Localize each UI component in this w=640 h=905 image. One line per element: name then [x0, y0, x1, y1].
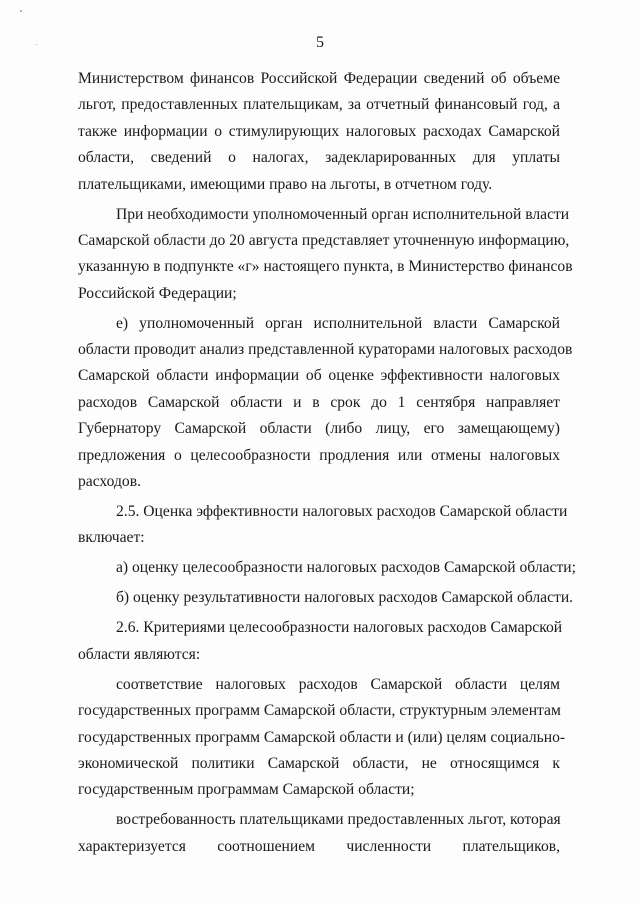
text-line: области проводит анализ представленной кураторами налоговых расходов	[78, 341, 573, 359]
paragraph	[78, 66, 560, 198]
paragraph	[78, 202, 573, 308]
text-line: государственных программ Самарской области, структурным элементам	[78, 702, 561, 720]
paragraph	[78, 807, 560, 860]
paragraph	[78, 585, 574, 611]
text-line: плательщиками, имеющими право на льготы, в отчетном году.	[78, 175, 493, 193]
text-line: области, сведений о налогах, задекларированных для уплаты	[78, 149, 560, 167]
text-line: указанную в подпункте «г» настоящего пункта, в Министерство финансов	[78, 258, 573, 276]
paragraph	[78, 311, 573, 496]
text-line: 2.5. Оценка эффективности налоговых расходов Самарской области	[116, 503, 568, 521]
text-line: расходов.	[78, 473, 141, 491]
scan-speck	[20, 10, 22, 12]
page-number: 5	[316, 34, 324, 51]
text-line: а) оценку целесообразности налоговых расходов Самарской области;	[116, 559, 576, 577]
paragraph	[78, 672, 566, 804]
text-line: государственным программам Самарской области;	[78, 781, 415, 799]
text-line: государственных программ Самарской области и (или) целям социально-	[78, 728, 566, 746]
text-line: предложения о целесообразности продления или отмены налоговых	[78, 446, 560, 464]
text-line: также информации о стимулирующих налоговых расходах Самарской	[78, 122, 560, 140]
paragraph	[78, 615, 563, 668]
text-line: 2.6. Критериями целесообразности налоговых расходов Самарской	[116, 619, 563, 637]
text-line: е) уполномоченный орган исполнительной власти Самарской	[116, 314, 560, 332]
text-line: При необходимости уполномоченный орган исполнительной власти	[116, 205, 570, 223]
text-line: экономической политики Самарской области, не относящимся к	[78, 754, 560, 772]
text-line: Российской Федерации;	[78, 284, 237, 302]
text-line: характеризуется соотношением численности плательщиков,	[78, 837, 560, 855]
text-line: льгот, предоставленных плательщикам, за отчетный финансовый год, а	[78, 96, 560, 114]
paragraph	[78, 555, 576, 581]
text-line: Самарской области до 20 августа представляет уточненную информацию,	[78, 231, 570, 249]
text-line: б) оценку результативности налоговых расходов Самарской области.	[116, 589, 574, 607]
text-line: соответствие налоговых расходов Самарской области целям	[116, 675, 560, 693]
text-line: Министерством финансов Российской Федерации сведений об объеме	[78, 70, 560, 87]
document-body	[78, 66, 576, 860]
text-line: Губернатору Самарской области (либо лицу, его замещающему)	[78, 420, 560, 438]
text-line: включает:	[78, 529, 145, 547]
text-line: области являются:	[78, 645, 201, 663]
paragraph	[78, 499, 568, 552]
text-line: востребованность плательщиками предоставленных льгот, которая	[116, 811, 561, 829]
text-line: расходов Самарской области и в срок до 1 сентября направляет	[78, 393, 560, 411]
text-line: Самарской области информации об оценке эффективности налоговых	[78, 367, 560, 385]
